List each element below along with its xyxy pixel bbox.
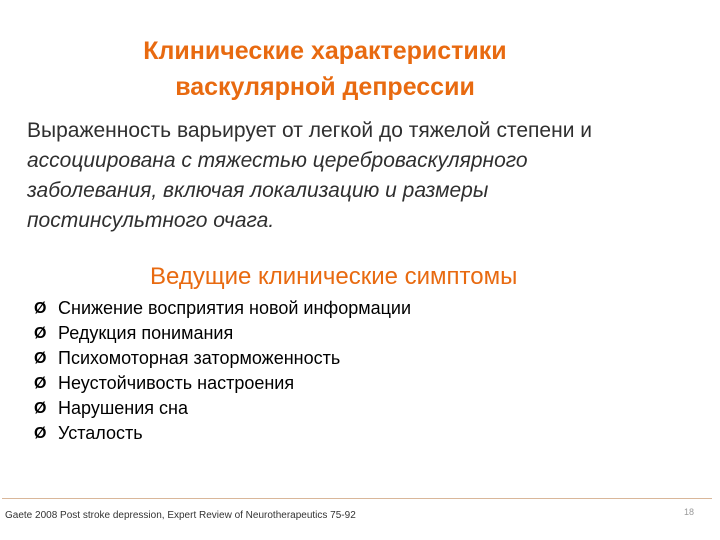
- list-item: [34, 296, 411, 321]
- list-item: [34, 421, 411, 446]
- intro-italic-line-1: ассоциирована с тяжестью цереброваскулярного: [27, 149, 528, 172]
- slide-title: [0, 33, 650, 105]
- list-item: [34, 396, 411, 421]
- list-item: [34, 371, 411, 396]
- slide-title-line-2: васкулярной депрессии: [175, 73, 475, 101]
- symptoms-list: [34, 296, 411, 446]
- intro-italic-text: [27, 146, 717, 236]
- symptom-text: Неустойчивость настроения: [58, 373, 295, 393]
- page-number: 18: [683, 507, 694, 517]
- arrow-bullet-icon: Ø: [34, 374, 47, 392]
- list-item: [34, 346, 411, 371]
- arrow-bullet-icon: Ø: [34, 324, 47, 342]
- slide-title-line-1: Клинические характеристики: [143, 37, 507, 65]
- arrow-bullet-icon: Ø: [34, 399, 47, 417]
- footer-divider: [2, 498, 712, 499]
- arrow-bullet-icon: Ø: [34, 299, 47, 317]
- arrow-bullet-icon: Ø: [34, 349, 47, 367]
- symptom-text: Редукция понимания: [58, 323, 234, 343]
- intro-paragraph: [27, 116, 717, 236]
- symptom-text: Снижение восприятия новой информации: [58, 298, 412, 318]
- intro-italic-line-3: постинсультного очага.: [27, 209, 275, 232]
- symptom-text: Нарушения сна: [58, 398, 188, 418]
- symptoms-heading: Ведущие клинические симптомы: [150, 263, 518, 290]
- footer-citation: Gaete 2008 Post stroke depression, Expert Review of Neurotherapeutics 75-92: [5, 510, 356, 521]
- list-item: [34, 321, 411, 346]
- symptom-text: Усталость: [58, 423, 143, 443]
- arrow-bullet-icon: Ø: [34, 424, 47, 442]
- intro-italic-line-2: заболевания, включая локализацию и размеры: [27, 179, 489, 202]
- symptom-text: Психомоторная заторможенность: [58, 348, 341, 368]
- intro-line-1: Выраженность варьирует от легкой до тяжелой степени и: [27, 119, 593, 142]
